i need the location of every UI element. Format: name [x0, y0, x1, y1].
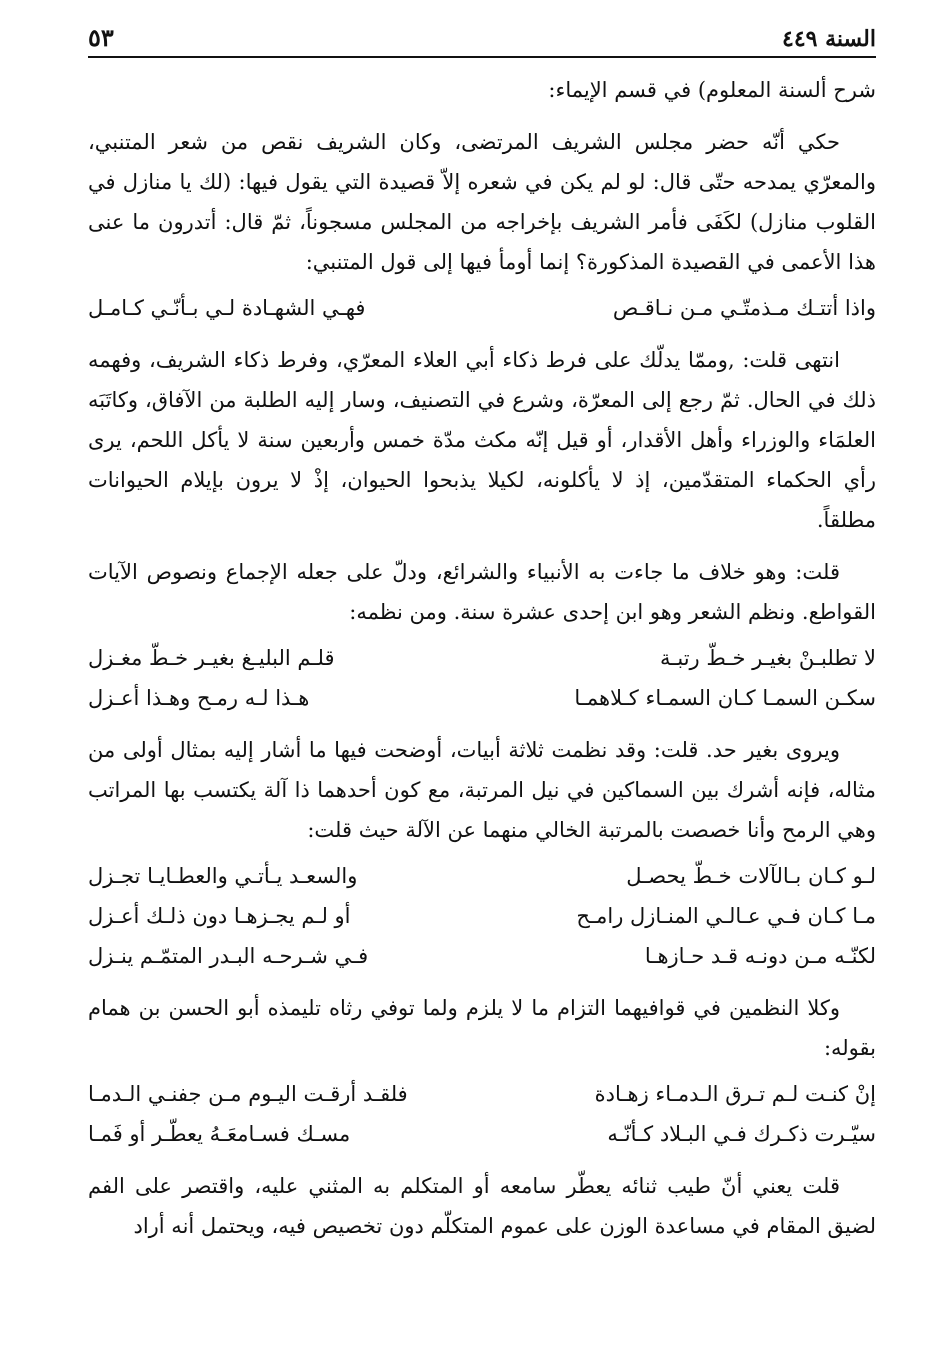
verse-line	[88, 288, 876, 328]
second-hemistich: فلقـد أرقـت اليـوم مـن جفنـي الـدمـا	[88, 1082, 408, 1106]
verse-line	[88, 638, 876, 678]
first-hemistich: سكـن السمـا كـان السمـاء كـلاهمـا	[574, 686, 876, 710]
verse-line	[88, 1114, 876, 1154]
document-page	[88, 20, 876, 1246]
paragraph-3: انتهى قلت: ,وممّا يدلّك على فرط ذكاء أبي العلاء المعرّي، وفرط ذكاء الشريف، وفهمه ذلك في الحال. ثمّ رجع إلى المعرّة، وشرع في التصنيف، وسار إليه الطلبة من الآفاق، وكاتَبَه العلمَاء والوزراء وأهل الأقدار، أو قيل إنّه مكث مدّة خمس وأربعين سنة لا يأكل اللحم، يرى رأي الحكماء المتقدّمين، إذ لا يأكلونه، لكيلا يذبحوا الحيوان، إذْ لا يرون بإيلام الحيوانات مطلقاً.	[88, 348, 876, 532]
second-hemistich: فـي شـرحـه البـدر المتمّـم ينـزل	[88, 944, 369, 968]
paragraph-2: حكي أنّه حضر مجلس الشريف المرتضى، وكان الشريف نقص من شعر المتنبي، والمعرّي يمدحه حتّى قال: لو لم يكن في شعره إلاّ قصيدة التي يقول فيها: (لك يا منازل في القلوب منازل) لكَفَى فأمر الشريف بإخراجه من المجلس مسجوناً، ثمّ قال: أتدرون ما عنى هذا الأعمى في القصيدة المذكورة؟ إنما أومأ فيها إلى قول المتنبي:	[88, 130, 876, 274]
paragraph-1: شرح ألسنة المعلوم) في قسم الإيماء:	[548, 78, 876, 102]
first-hemistich: مـا كـان فـي عـالـي المنـازل رامـح	[576, 904, 876, 928]
verse-line	[88, 856, 876, 896]
paragraph-6: وكلا النظمين في قوافيهما التزام ما لا يلزم ولما توفي رثاه تليمذه أبو الحسن بن همام بقوله:	[88, 996, 876, 1060]
first-hemistich: واذا أتتـك مـذمتّـي مـن نـاقـص	[612, 296, 876, 320]
first-hemistich: إنْ كنـت لـم تـرق الـدمـاء زهـادة	[594, 1082, 876, 1106]
verse-block-4	[88, 1074, 876, 1154]
second-hemistich: أو لـم يجـزهـا دون ذلـك أعـزل	[88, 904, 351, 928]
second-hemistich: هـذا لـه رمـح وهـذا أعـزل	[88, 686, 310, 710]
running-head: السنة ٤٤٩	[782, 26, 876, 52]
second-hemistich: قلـم البليـغ بغيـر خـطّ مغـزل	[88, 646, 335, 670]
second-hemistich: والسعـد يـأتـي والعطـايـا تجـزل	[88, 864, 358, 888]
verse-line	[88, 678, 876, 718]
page-number: ٥٣	[88, 23, 114, 52]
verse-line	[88, 896, 876, 936]
paragraph-4: قلت: وهو خلاف ما جاءت به الأنبياء والشرائع، ودلّ على جعله الإجماع ونصوص الآيات القواطع. ونظم الشعر وهو ابن إحدى عشرة سنة. ومن نظمه:	[88, 560, 876, 624]
verse-line	[88, 936, 876, 976]
paragraph-7: قلت يعني أنّ طيب ثنائه يعطّر سامعه أو المتكلم به المثني عليه، واقتصر على الفم لضيق المقام في مساعدة الوزن على عموم المتكلّم دون تخصيص فيه، ويحتمل أنه أراد	[88, 1174, 876, 1238]
verse-line	[88, 1074, 876, 1114]
page-header	[88, 20, 876, 58]
first-hemistich: لا تطلبـنْ بغيـر خـطّ رتبـة	[659, 646, 876, 670]
first-hemistich: لكنّـه مـن دونـه قـد حـازهـا	[644, 944, 876, 968]
verse-block-2	[88, 638, 876, 718]
second-hemistich: فهـي الشهـادة لـي بـأنّـي كـامـل	[88, 296, 366, 320]
first-hemistich: سيّـرت ذكـرك فـي البـلاد كـأنّـه	[607, 1122, 876, 1146]
first-hemistich: لـو كـان بـالآلات خـطّ يحصـل	[626, 864, 876, 888]
verse-block-1	[88, 288, 876, 328]
verse-block-3	[88, 856, 876, 976]
paragraph-5: ويروى بغير حد. قلت: وقد نظمت ثلاثة أبيات، أوضحت فيها ما أشار إليه بمثال أولى من مثاله، فإنه أشرك بين السماكين في نيل المرتبة، مع كون أحدهما ذا آلة يكتسب بها المراتب وهي الرمح وأنا خصصت بالمرتبة الخالي منهما عن الآلة حيث قلت:	[88, 738, 876, 842]
second-hemistich: مسـك فسـامعَـهُ يعطّـر أو فَمـا	[88, 1122, 351, 1146]
